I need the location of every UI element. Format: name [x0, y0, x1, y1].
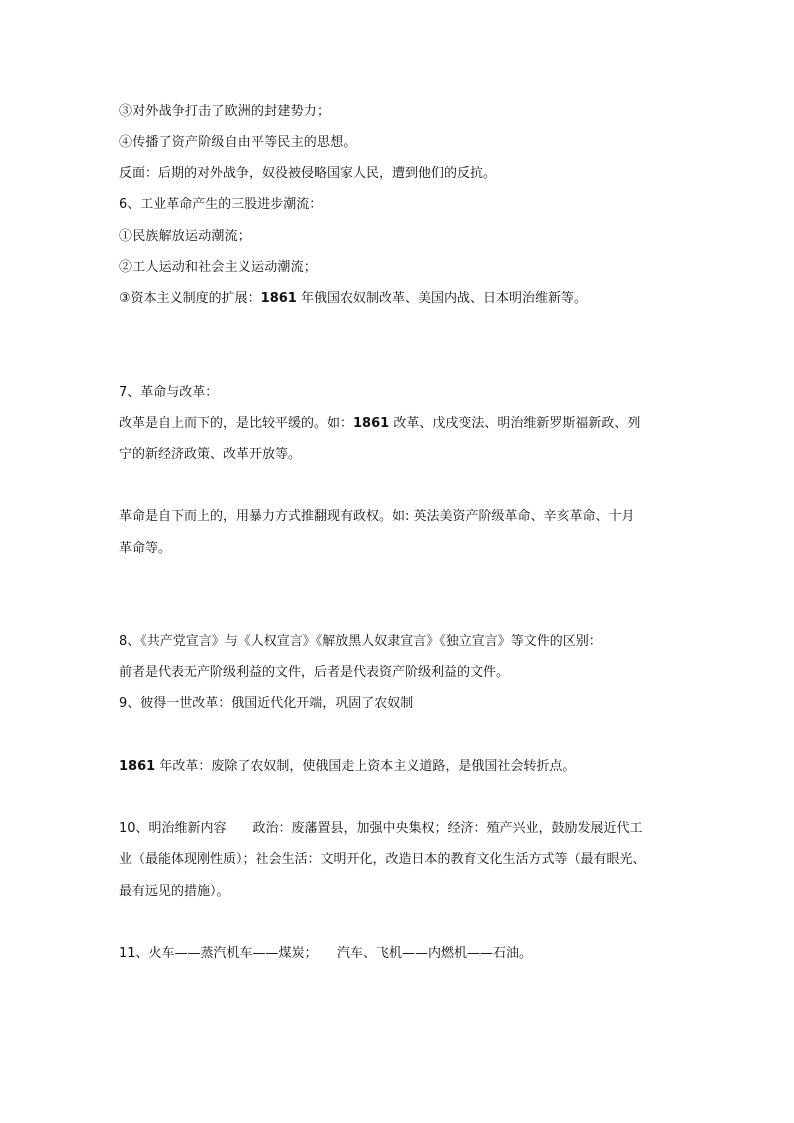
text-line: 最有远见的措施）。	[119, 884, 230, 899]
section-heading: 8、《共产党宣言》与《人权宣言》《解放黑人奴隶宣言》《独立宣言》等文件的区别：	[119, 634, 602, 649]
section-heading: 11、火车——蒸汽机车——煤炭； 汽车、飞机——内燃机——石油。	[119, 946, 533, 961]
section-heading: 9、彼得一世改革：俄国近代化开端，巩固了农奴制	[119, 696, 414, 711]
text-span: 改革、戊戌变法、明治维新罗斯福新政、列	[389, 416, 641, 431]
section-heading: 10、明治维新内容 政治：废藩置县，加强中央集权；经济：殖产兴业，鼓励发展近代工	[119, 821, 643, 836]
text-line: ③对外战争打击了欧洲的封建势力；	[119, 104, 331, 119]
text-span: ③资本主义制度的扩展：	[119, 291, 261, 306]
text-line: 业（最能体现刚性质）；社会生活：文明开化，改造日本的教育文化生活方式等（最有眼光、	[119, 852, 646, 867]
text-line	[119, 416, 689, 432]
text-line: ④传播了资产阶级自由平等民主的思想。	[119, 135, 357, 150]
text-line: 前者是代表无产阶级利益的文件，后者是代表资产阶级利益的文件。	[119, 665, 510, 680]
text-span: 改革是自上而下的，是比较平缓的。如：	[119, 416, 354, 431]
text-line	[119, 759, 689, 775]
text-line: 革命是自下而上的，用暴力方式推翻现有政权。如: 英法美资产阶级革命、辛亥革命、十月	[119, 509, 635, 524]
year-number: 1861	[260, 291, 297, 306]
text-span: 年改革：废除了农奴制，使俄国走上资本主义道路，是俄国社会转折点。	[155, 759, 576, 774]
text-line	[119, 291, 689, 307]
year-number: 1861	[353, 416, 390, 431]
text-line: 反面：后期的对外战争，奴役被侵略国家人民，遭到他们的反抗。	[119, 166, 497, 181]
text-line: 革命等。	[119, 541, 172, 556]
text-line: ①民族解放运动潮流；	[119, 229, 252, 244]
text-line: 宁的新经济政策、改革开放等。	[119, 447, 302, 462]
year-number: 1861	[119, 759, 156, 774]
text-line: ②工人运动和社会主义运动潮流；	[119, 260, 318, 275]
section-heading: 7、革命与改革：	[119, 385, 219, 400]
section-heading: 6、工业革命产生的三股进步潮流：	[119, 197, 323, 212]
text-span: 年俄国农奴制改革、美国内战、日本明治维新等。	[296, 291, 587, 306]
